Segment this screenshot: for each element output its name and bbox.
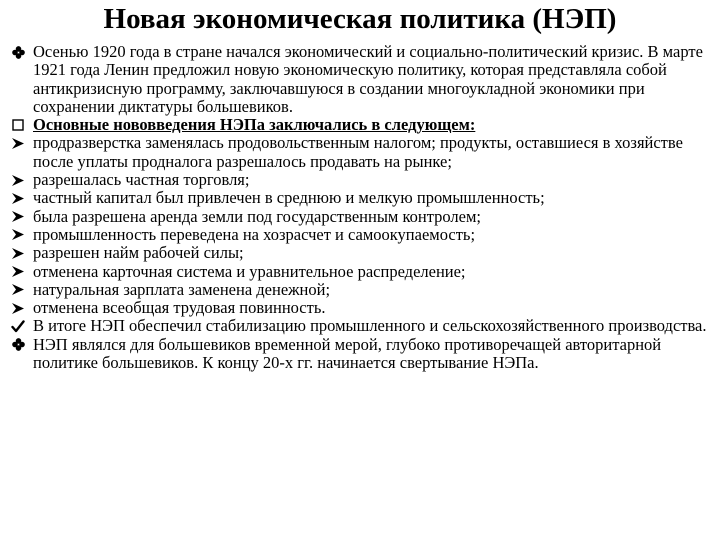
list-item <box>8 244 714 262</box>
list-item <box>8 317 714 335</box>
list-item-text: разрешалась частная торговля; <box>33 170 250 190</box>
diamond-bullet-icon <box>8 43 28 61</box>
arrow-bullet-icon <box>8 134 28 152</box>
square-bullet-icon <box>8 116 28 134</box>
list-item-text: Осенью 1920 года в стране начался экономический и социально-политический кризис. В марте 1921 года Ленин предложил новую экономическую политику, которая представляла собой антикризисную программу, заключавшуюся в создании многоукладной экономики при сохранении диктатуры большевиков. <box>33 42 703 116</box>
arrow-bullet-icon <box>8 299 28 317</box>
list-item <box>8 263 714 281</box>
arrow-bullet-icon <box>8 171 28 189</box>
list-item <box>8 208 714 226</box>
list-item-text: частный капитал был привлечен в среднюю и мелкую промышленность; <box>33 188 545 208</box>
list-item <box>8 171 714 189</box>
list-item-text: была разрешена аренда земли под государственным контролем; <box>33 206 482 226</box>
list-item <box>8 189 714 207</box>
bullet-list <box>8 43 714 372</box>
list-item-text: отменена карточная система и уравнительное распределение; <box>33 261 466 281</box>
list-item-text: отменена всеобщая трудовая повинность. <box>33 298 326 318</box>
list-item-text: Основные нововведения НЭПа заключались в следующем: <box>33 115 476 135</box>
list-item-text: разрешен найм рабочей силы; <box>33 243 244 263</box>
arrow-bullet-icon <box>8 263 28 281</box>
list-item-text: В итоге НЭП обеспечил стабилизацию промышленного и сельскохозяйственного производства. <box>33 316 707 336</box>
list-item <box>8 116 714 134</box>
list-item <box>8 43 714 116</box>
arrow-bullet-icon <box>8 226 28 244</box>
arrow-bullet-icon <box>8 244 28 262</box>
list-item <box>8 336 714 373</box>
list-item-text: НЭП являлся для большевиков временной мерой, глубоко противоречащей авторитарной политике большевиков. К концу 20-х гг. начинается свертывание НЭПа. <box>33 334 662 373</box>
list-item-text: натуральная зарплата заменена денежной; <box>33 279 331 299</box>
checkmark-bullet-icon <box>8 317 28 335</box>
diamond-bullet-icon <box>8 336 28 354</box>
list-item <box>8 226 714 244</box>
list-item-text: промышленность переведена на хозрасчет и самоокупаемость; <box>33 224 476 244</box>
list-item <box>8 134 714 171</box>
list-item <box>8 299 714 317</box>
slide-title: Новая экономическая политика (НЭП) <box>103 3 617 35</box>
list-item-text: продразверстка заменялась продовольственным налогом; продукты, оставшиеся в хозяйстве после уплаты продналога разрешалось продавать на рынке; <box>33 133 683 171</box>
arrow-bullet-icon <box>8 189 28 207</box>
arrow-bullet-icon <box>8 208 28 226</box>
arrow-bullet-icon <box>8 281 28 299</box>
list-item <box>8 281 714 299</box>
